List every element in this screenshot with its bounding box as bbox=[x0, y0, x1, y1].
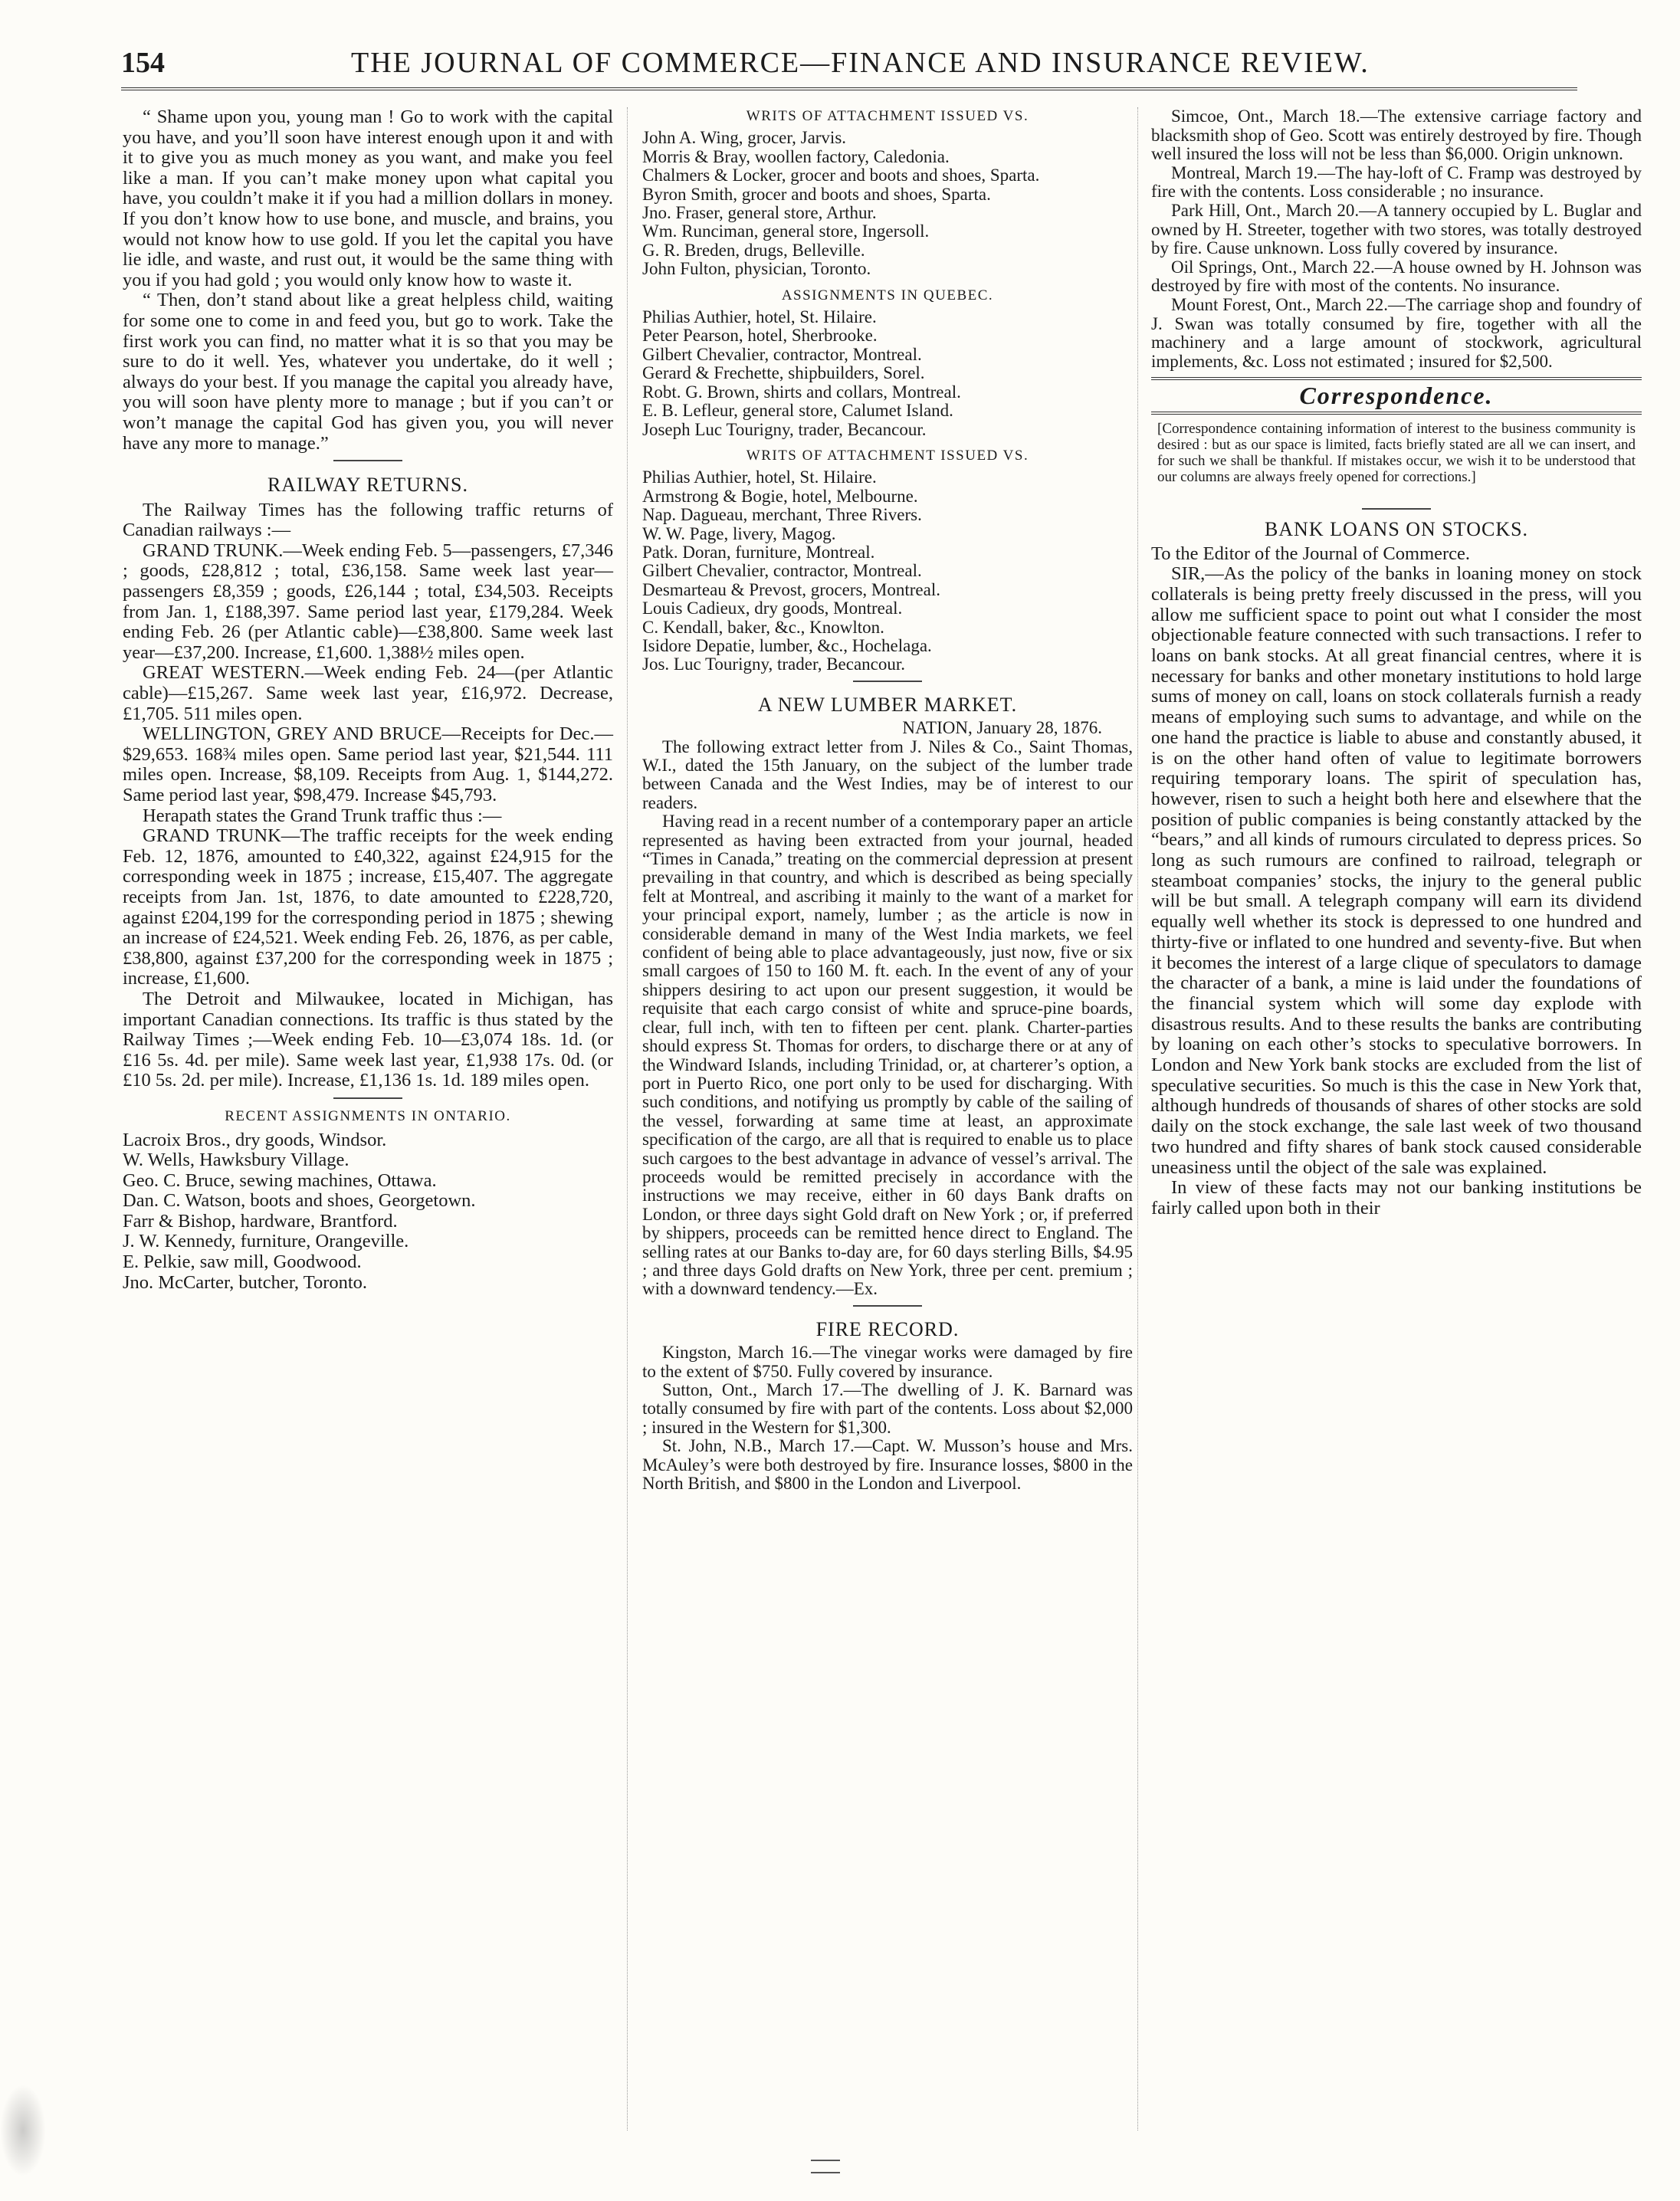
section-heading-railway-returns: RAILWAY RETURNS. bbox=[267, 474, 469, 497]
list-item: Dan. C. Watson, boots and shoes, Georgetown. bbox=[123, 1190, 476, 1212]
list-item: Philias Authier, hotel, St. Hilaire. bbox=[642, 307, 877, 327]
section-heading-lumber-market: A NEW LUMBER MARKET. bbox=[757, 693, 1018, 716]
section-heading-correspondence: Correspondence. bbox=[1299, 382, 1494, 410]
page-header bbox=[121, 41, 1577, 90]
journal-title: THE JOURNAL OF COMMERCE—FINANCE AND INSURANCE REVIEW. bbox=[351, 47, 1370, 79]
letter-address: To the Editor of the Journal of Commerce. bbox=[1151, 543, 1471, 564]
list-item: John A. Wing, grocer, Jarvis. bbox=[642, 128, 847, 148]
section-heading-writs: WRITS OF ATTACHMENT ISSUED VS. bbox=[746, 447, 1029, 464]
divider bbox=[811, 2172, 840, 2173]
article-paragraph: Kingston, March 16.—The vinegar works were damaged by fire to the extent of $750. Fully covered by insurance. bbox=[642, 1343, 1133, 1381]
list-item: John Fulton, physician, Toronto. bbox=[642, 259, 871, 279]
middle-column bbox=[642, 107, 1133, 1493]
list-item: Jos. Luc Tourigny, trader, Becancour. bbox=[642, 654, 906, 674]
list-item: E. Pelkie, saw mill, Goodwood. bbox=[123, 1251, 362, 1273]
list-item: Gilbert Chevalier, contractor, Montreal. bbox=[642, 561, 922, 581]
list-item: Gerard & Frechette, shipbuilders, Sorel. bbox=[642, 363, 925, 383]
article-paragraph: The Railway Times has the following traffic returns of Canadian railways :— bbox=[123, 499, 613, 541]
section-heading-assignments-quebec: ASSIGNMENTS IN QUEBEC. bbox=[781, 287, 994, 303]
list-item: Joseph Luc Tourigny, trader, Becancour. bbox=[642, 419, 927, 439]
divider bbox=[811, 2160, 840, 2161]
article-paragraph: “ Shame upon you, young man ! Go to work with the capital you have, and you’ll soon have interest enough upon it and with it to give you as much money as you want, and make you feel like a man. If you can’t make money upon what capital you have, you couldn’t make it if you had a million dollars in money. If you don’t know how to use bone, and muscle, and brains, you would not know how to use gold. If you let the capital you have lie idle, and waste, and rust out, it would be the same thing with you if you had gold ; you would only know how to waste it. bbox=[123, 107, 613, 290]
list-item: Desmarteau & Prevost, grocers, Montreal. bbox=[642, 579, 940, 599]
left-column bbox=[123, 107, 613, 1293]
section-heading-bank-loans: BANK LOANS ON STOCKS. bbox=[1264, 517, 1529, 540]
article-paragraph: In view of these facts may not our banking institutions be fairly called upon both in their bbox=[1151, 1177, 1642, 1219]
list-item: Byron Smith, grocer and boots and shoes, Sparta. bbox=[642, 184, 991, 204]
list-item: G. R. Breden, drugs, Belleville. bbox=[642, 240, 865, 260]
article-paragraph: The following extract letter from J. Niles & Co., Saint Thomas, W.I., dated the 15th January, on the subject of the lumber trade between Canada and the West Indies, may be of interest to our readers. bbox=[642, 736, 1133, 812]
article-paragraph: Oil Springs, Ont., March 22.—A house owned by H. Johnson was destroyed by fire with most of the contents. No insurance. bbox=[1151, 257, 1642, 296]
divider bbox=[1151, 377, 1642, 380]
list-item: Patk. Doran, furniture, Montreal. bbox=[642, 542, 875, 562]
list-item: Jno. Fraser, general store, Arthur. bbox=[642, 203, 877, 223]
divider bbox=[333, 1097, 402, 1099]
list-item: Geo. C. Bruce, sewing machines, Ottawa. bbox=[123, 1169, 437, 1191]
list-item: J. W. Kennedy, furniture, Orangeville. bbox=[123, 1231, 409, 1252]
correspondence-note: [Correspondence containing information of interest to the business community is desired : but as our space is limited, facts briefly stated are all we can insert, and for such we shall be thankful. If mistakes occur, we wish it to be understood that our columns are always freely opened for corrections.] bbox=[1157, 420, 1636, 485]
article-paragraph: Mount Forest, Ont., March 22.—The carriage shop and foundry of J. Swan was totally consumed by fire, together with all the machinery and a large amount of stockwork, agricultural implements, &c. Loss not estimated ; insured for $2,500. bbox=[1151, 294, 1642, 371]
article-paragraph: WELLINGTON, GREY AND BRUCE—Receipts for Dec.—$29,653. 168¾ miles open. Same period last year, $21,544. 111 miles open. Increase, $8,109. Receipts from Aug. 1, $144,272. Same period last year, $98,479. Increase $45,793. bbox=[123, 723, 613, 805]
list-item: W. Wells, Hawksbury Village. bbox=[123, 1150, 349, 1171]
list-item: Lacroix Bros., dry goods, Windsor. bbox=[123, 1129, 387, 1150]
article-paragraph: SIR,—As the policy of the banks in loaning money on stock collaterals is being pretty freely discussed in the press, will you allow me sufficient space to point out what I consider the most objectionable feature connected with such transactions. I refer to loans on bank stocks. At all great financial centres, where it is necessary for banks and other monetary institutions to hold large sums of money on call, loans on stock collaterals furnish a ready means of employing such sums to advantage, and while on the one hand the practice is liable to abuse and constantly abused, it is on the other hand often of value to legitimate borrowers requiring temporary loans. The spirit of speculation has, however, risen to such a height both here and elsewhere that the position of public companies is being constantly attacked by the “bears,” and all kinds of rumours circulated to depress prices. So long as such rumours are confined to railroad, telegraph or steamboat companies’ stocks, the injury to the general public will be but small. A telegraph company will earn its dividend equally well whether its stock is depressed to one hundred and thirty-five or inflated to one hundred and seventy-five. But when it becomes the interest of a large clique of speculators to damage the character of a bank, a mine is laid under the foundations of the financial system which will some day explode with disastrous results. And to these results the banks are contributing by loaning on each other’s stocks to speculative borrowers. In London and New York bank stocks are excluded from the list of speculative securities. So much is this the case in New York that, although hundreds of thousands of shares of other stocks are sold daily on the stock exchange, the sale last week of two thousand two hundred and fifty shares of bank stock caused considerable uneasiness until the object of the sale was explained. bbox=[1151, 563, 1642, 1178]
divider bbox=[1362, 508, 1431, 510]
list-item: Isidore Depatie, lumber, &c., Hochelaga. bbox=[642, 635, 932, 655]
right-column bbox=[1151, 107, 1642, 1219]
list-item: Peter Pearson, hotel, Sherbrooke. bbox=[642, 326, 878, 346]
writs-list bbox=[642, 468, 1133, 674]
section-heading-fire-record: FIRE RECORD. bbox=[815, 1317, 960, 1340]
list-item: Jno. McCarter, butcher, Toronto. bbox=[123, 1271, 368, 1293]
article-paragraph: Herapath states the Grand Trunk traffic thus :— bbox=[143, 805, 502, 826]
list-item: Louis Cadieux, dry goods, Montreal. bbox=[642, 599, 903, 618]
divider bbox=[1151, 412, 1642, 415]
dateline: NATION, January 28, 1876. bbox=[902, 718, 1102, 738]
article-paragraph: “ Then, don’t stand about like a great helpless child, waiting for some one to come in and feed you, but go to work. Take the first work you can find, no matter what it is so that you may be sure to do it well. Yes, whatever you undertake, do it well ; always do your best. If you manage the capital you already have, you will soon have plenty more to manage ; but if you can’t or won’t manage the capital God has given you, you will never have any more to manage.” bbox=[123, 290, 613, 454]
article-paragraph: Park Hill, Ont., March 20.—A tannery occupied by L. Buglar and owned by H. Streeter, together with two stores, was totally destroyed by fire. Cause unknown. Loss fully covered by insurance. bbox=[1151, 200, 1642, 258]
list-item: E. B. Lefleur, general store, Calumet Island. bbox=[642, 401, 953, 421]
column-divider bbox=[1137, 107, 1138, 2130]
article-paragraph: GREAT WESTERN.—Week ending Feb. 24—(per Atlantic cable)—£15,267. Same week last year, £16,972. Decrease, £1,705. 511 miles open. bbox=[123, 662, 613, 724]
list-item: W. W. Page, livery, Magog. bbox=[642, 523, 836, 543]
article-paragraph: Having read in a recent number of a contemporary paper an article represented as having been extracted from your journal, headed “Times in Canada,” treating on the commercial depression at present prevailing in that country, and which is described as being specially felt at Montreal, and ascribing it mainly to the want of a market for your principal export, namely, lumber ; as the article is now in considerable demand in many of the West India markets, we feel confident of being able to place advantageously, just now, five or six small cargoes of 150 to 160 M. ft. each. In the event of any of your shippers desiring to act upon our present suggestion, it would be requisite that each cargo consist of white and spruce-pine boards, clear, full inch, with ten to fifteen per cent. plank. Charter-parties should express St. Thomas for orders, to discharge there or at any of the Windward Islands, including Trinidad, or, at charterer’s option, a port in Puerto Rico, one port only to be used for discharging. With such conditions, and notifying us promptly by cable of the sailing of the vessel, forwarding at same time at least, an approximate specification of the cargo, are all that is required to enable us to place such cargoes to the best advantage in advance of vessel’s arrival. The proceeds would be remitted precisely in accordance with the instructions we may receive, either in 60 days Bank drafts on London, or three days sight Gold draft on New York ; or, if preferred by shippers, proceeds can be remitted hence direct to England. The selling rates at our Banks to-day are, for 60 days sterling Bills, $4.95 ; and three days Gold drafts on New York, three per cent. premium ; with a downward tendency.—Ex. bbox=[642, 812, 1133, 1299]
list-item: C. Kendall, baker, &c., Knowlton. bbox=[642, 617, 884, 637]
section-heading-assignments-ontario: RECENT ASSIGNMENTS IN ONTARIO. bbox=[225, 1107, 511, 1124]
article-paragraph: GRAND TRUNK.—Week ending Feb. 5—passengers, £7,346 ; goods, £28,812 ; total, £36,158. Same week last year—passengers £8,359 ; goods, £26,144 ; total, £34,503. Receipts from Jan. 1, £188,397. Same period last year, £179,284. Week ending Feb. 26 (per Atlantic cable)—£38,800. Same week last year—£37,200. Increase, £1,600. 1,388½ miles open. bbox=[123, 540, 613, 663]
list-item: Nap. Dagueau, merchant, Three Rivers. bbox=[642, 505, 922, 525]
assignments-list bbox=[123, 1130, 613, 1294]
column-divider bbox=[627, 107, 628, 2130]
article-paragraph: Simcoe, Ont., March 18.—The extensive carriage factory and blacksmith shop of Geo. Scott was entirely destroyed by fire. Though well insured the loss will not be less than $6,000. Origin unknown. bbox=[1151, 107, 1642, 164]
page-stain bbox=[0, 2085, 46, 2176]
bank-letter bbox=[1151, 544, 1642, 1219]
section-heading-writs: WRITS OF ATTACHMENT ISSUED VS. bbox=[746, 108, 1029, 124]
article-paragraph: Montreal, March 19.—The hay-loft of C. Framp was destroyed by fire with the contents. Loss considerable ; no insurance. bbox=[1151, 162, 1642, 202]
writs-list bbox=[642, 129, 1133, 278]
quebec-list bbox=[642, 308, 1133, 439]
divider bbox=[333, 460, 402, 461]
list-item: Chalmers & Locker, grocer and boots and shoes, Sparta. bbox=[642, 166, 1040, 185]
list-item: Wm. Runciman, general store, Ingersoll. bbox=[642, 221, 930, 241]
list-item: Gilbert Chevalier, contractor, Montreal. bbox=[642, 344, 922, 364]
article-paragraph: The Detroit and Milwaukee, located in Michigan, has important Canadian connections. Its traffic is thus stated by the Railway Times ;—Week ending Feb. 10—£3,074 18s. 1d. (or £16 5s. 4d. per mile). Same week last year, £1,938 17s. 0d. (or £10 5s. 2d. per mile). Increase, £1,136 1s. 1d. 189 miles open. bbox=[123, 988, 613, 1091]
article-paragraph: GRAND TRUNK—The traffic receipts for the week ending Feb. 12, 1876, amounted to £40,322, against £24,915 for the corresponding week in 1875 ; increase, £15,407. The aggregate receipts from Jan. 1st, 1876, to date amounted to £228,720, against £204,199 for the corresponding period in 1875 ; shewing an increase of £24,521. Week ending Feb. 26, 1876, as per cable, £38,800, against £37,200 for the corresponding week in 1875 ; increase, £1,600. bbox=[123, 825, 613, 989]
list-item: Morris & Bray, woollen factory, Caledonia. bbox=[642, 146, 950, 166]
article-paragraph: Sutton, Ont., March 17.—The dwelling of J. K. Barnard was totally consumed by fire with part of the contents. Loss about $2,000 ; insured in the Western for $1,300. bbox=[642, 1380, 1133, 1437]
page-number: 154 bbox=[121, 47, 165, 79]
list-item: Farr & Bishop, hardware, Brantford. bbox=[123, 1210, 398, 1232]
list-item: Robt. G. Brown, shirts and collars, Montreal. bbox=[642, 382, 961, 402]
list-item: Armstrong & Bogie, hotel, Melbourne. bbox=[642, 486, 918, 506]
divider bbox=[853, 1305, 922, 1307]
article-paragraph: St. John, N.B., March 17.—Capt. W. Musson’s house and Mrs. McAuley’s were both destroyed by fire. Insurance losses, $800 in the North British, and $800 in the London and Liverpool. bbox=[642, 1436, 1133, 1494]
divider bbox=[853, 681, 922, 682]
list-item: Philias Authier, hotel, St. Hilaire. bbox=[642, 467, 877, 487]
